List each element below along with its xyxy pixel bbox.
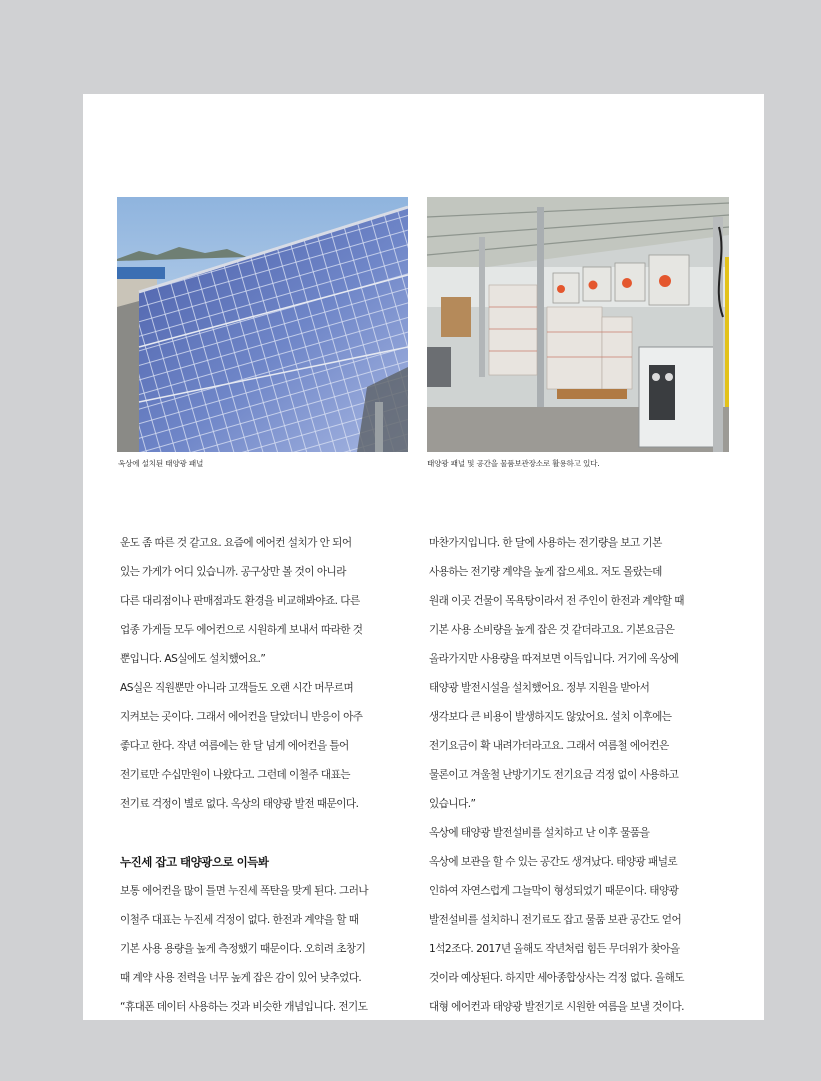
- solar-panel-photo: [117, 197, 408, 452]
- text-line: 지켜보는 곳이다. 그래서 에어컨을 달았더니 반응이 아주: [120, 711, 363, 723]
- text-line: 것이라 예상된다. 하지만 세아종합상사는 걱정 없다. 올해도: [429, 972, 684, 984]
- text-line: 원래 이곳 건물이 목욕탕이라서 전 주인이 한전과 계약할 때: [429, 595, 684, 607]
- text-line: 태양광 발전시설을 설치했어요. 정부 지원을 받아서: [429, 682, 650, 694]
- text-line: 있습니다.”: [429, 798, 476, 810]
- text-line: 있는 가게가 어디 있습니까. 공구상만 볼 것이 아니라: [120, 566, 346, 578]
- text-line: 물론이고 겨울철 난방기기도 전기요금 걱정 없이 사용하고: [429, 769, 679, 781]
- text-line: 인하여 자연스럽게 그늘막이 형성되었기 때문이다. 태양광: [429, 885, 679, 897]
- text-line: AS실은 직원뿐만 아니라 고객들도 오랜 시간 머무르며: [120, 682, 354, 694]
- storage-space-photo: [427, 197, 729, 452]
- article-column-right: [429, 529, 684, 1022]
- text-line: 발전설비를 설치하니 전기료도 잡고 물품 보관 공간도 얻어: [429, 914, 682, 926]
- text-line: 전기료 걱정이 별로 없다. 옥상의 태양광 발전 때문이다.: [120, 798, 359, 810]
- text-line: 옥상에 보관을 할 수 있는 공간도 생겨났다. 태양광 패널로: [429, 856, 678, 868]
- text-line: 때 계약 사용 전력을 너무 높게 잡은 감이 있어 낮추었다.: [120, 972, 362, 984]
- text-line: 기본 사용 소비량을 높게 잡은 것 같더라고요. 기본요금은: [429, 624, 675, 636]
- text-line: 사용하는 전기량 계약을 높게 잡으세요. 저도 몰랐는데: [429, 566, 662, 578]
- text-line: 마찬가지입니다. 한 달에 사용하는 전기량을 보고 기본: [429, 537, 662, 549]
- text-line: 업종 가게들 모두 에어컨으로 시원하게 보내서 따라한 것: [120, 624, 363, 636]
- text-line: 보통 에어컨을 많이 틀면 누진세 폭탄을 맞게 된다. 그러나: [120, 885, 369, 897]
- text-line: 전기요금이 확 내려가더라고요. 그래서 여름철 에어컨은: [429, 740, 669, 752]
- spacer-line: [120, 819, 368, 848]
- text-line: 뿐입니다. AS실에도 설치했어요.”: [120, 653, 266, 665]
- section-heading: 누진세 잡고 태양광으로 이득봐: [120, 855, 269, 869]
- text-line: 기본 사용 용량을 높게 측정했기 때문이다. 오히려 초창기: [120, 943, 366, 955]
- text-line: 생각보다 큰 비용이 발생하지도 않았어요. 설치 이후에는: [429, 711, 672, 723]
- article-column-left: [120, 529, 368, 1022]
- text-line: 다른 대리점이나 판매점과도 환경을 비교해봐야죠. 다른: [120, 595, 360, 607]
- text-line: 이철주 대표는 누진세 걱정이 없다. 한전과 계약을 할 때: [120, 914, 359, 926]
- photo-caption-left: 옥상에 설치된 태양광 패널: [118, 459, 204, 468]
- text-line: 좋다고 한다. 작년 여름에는 한 달 넘게 에어컨을 틀어: [120, 740, 349, 752]
- text-line: “휴대폰 데이터 사용하는 것과 비슷한 개념입니다. 전기도: [120, 1001, 368, 1013]
- text-line: 전기료만 수십만원이 나왔다고. 그런데 이철주 대표는: [120, 769, 350, 781]
- photo-caption-right: 태양광 패널 및 공간을 물품보관장소로 활용하고 있다.: [427, 459, 600, 468]
- text-line: 옥상에 태양광 발전설비를 설치하고 난 이후 물품을: [429, 827, 650, 839]
- text-line: 대형 에어컨과 태양광 발전기로 시원한 여름을 보낼 것이다.: [429, 1001, 684, 1013]
- text-line: 1석2조다. 2017년 올해도 작년처럼 힘든 무더위가 찾아올: [429, 943, 680, 955]
- magazine-page: [83, 94, 764, 1020]
- text-line: 올라가지만 사용량을 따져보면 이득입니다. 거기에 옥상에: [429, 653, 679, 665]
- text-line: 운도 좀 따른 것 같고요. 요즘에 에어컨 설치가 안 되어: [120, 537, 352, 549]
